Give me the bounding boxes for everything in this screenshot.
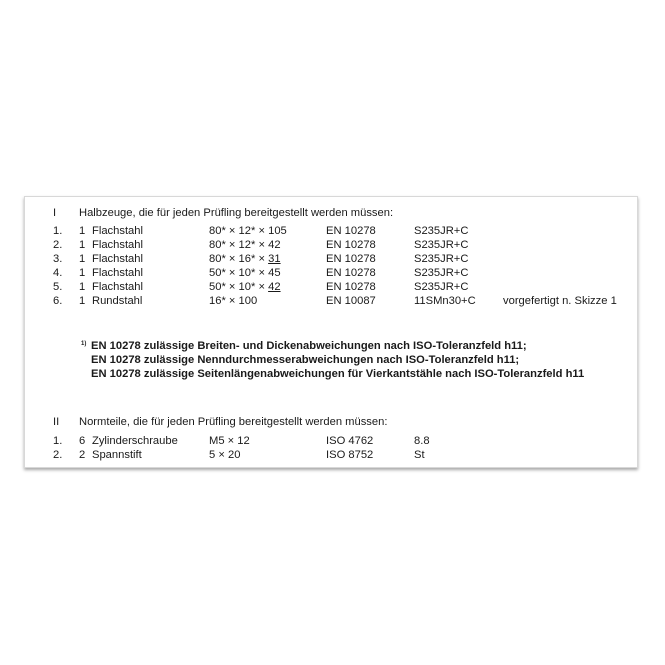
row-standard: ISO 8752 xyxy=(326,449,374,461)
row-quantity: 1 xyxy=(79,253,86,265)
row-number: 6. xyxy=(53,295,63,307)
row-material: S235JR+C xyxy=(414,239,469,251)
row-material: S235JR+C xyxy=(414,253,469,265)
row-name: Flachstahl xyxy=(92,239,143,251)
row-dimension: M5 × 12 xyxy=(209,435,250,447)
row-standard: EN 10278 xyxy=(326,239,376,251)
row-number: 1. xyxy=(53,225,63,237)
row-dimension: 5 × 20 xyxy=(209,449,241,461)
row-quantity: 1 xyxy=(79,281,86,293)
row-name: Flachstahl xyxy=(92,225,143,237)
row-dimension: 80* × 16* × 31 xyxy=(209,253,281,265)
row-number: 5. xyxy=(53,281,63,293)
row-material: S235JR+C xyxy=(414,225,469,237)
parts-list-card xyxy=(24,196,638,468)
row-material: 11SMn30+C xyxy=(414,295,476,307)
row-quantity: 1 xyxy=(79,225,86,237)
row-quantity: 6 xyxy=(79,435,86,447)
section1-numeral: I xyxy=(53,207,57,219)
row-material: 8.8 xyxy=(414,435,430,447)
footnote-line: EN 10278 zulässige Seitenlängenabweichungen für Vierkantstähle nach ISO-Toleranzfeld h11 xyxy=(91,368,585,380)
row-dimension: 50* × 10* × 42 xyxy=(209,281,281,293)
row-number: 2. xyxy=(53,239,63,251)
row-name: Flachstahl xyxy=(92,267,143,279)
row-quantity: 1 xyxy=(79,267,86,279)
row-dimension: 50* × 10* × 45 xyxy=(209,267,281,279)
row-name: Flachstahl xyxy=(92,253,143,265)
row-number: 1. xyxy=(53,435,63,447)
row-standard: EN 10278 xyxy=(326,281,376,293)
row-standard: EN 10278 xyxy=(326,225,376,237)
section1-heading: Halbzeuge, die für jeden Prüfling bereitgestellt werden müssen: xyxy=(79,207,394,219)
row-number: 2. xyxy=(53,449,63,461)
row-name: Zylinderschraube xyxy=(92,435,178,447)
row-standard: EN 10278 xyxy=(326,253,376,265)
row-dimension: 16* × 100 xyxy=(209,295,258,307)
row-quantity: 2 xyxy=(79,449,86,461)
row-material: St xyxy=(414,449,425,461)
footnote-marker: 1) xyxy=(81,341,87,347)
row-note: vorgefertigt n. Skizze 1 xyxy=(503,295,617,307)
row-dimension: 80* × 12* × 105 xyxy=(209,225,287,237)
row-material: S235JR+C xyxy=(414,267,469,279)
row-standard: EN 10278 xyxy=(326,267,376,279)
row-name: Spannstift xyxy=(92,449,142,461)
footnote-line: EN 10278 zulässige Breiten- und Dickenabweichungen nach ISO-Toleranzfeld h11; xyxy=(91,340,527,352)
row-standard: ISO 4762 xyxy=(326,435,374,447)
row-standard: EN 10087 xyxy=(326,295,376,307)
row-name: Flachstahl xyxy=(92,281,143,293)
footnote-line: EN 10278 zulässige Nenndurchmesserabweichungen nach ISO-Toleranzfeld h11; xyxy=(91,354,520,366)
row-name: Rundstahl xyxy=(92,295,143,307)
row-quantity: 1 xyxy=(79,295,86,307)
row-quantity: 1 xyxy=(79,239,86,251)
row-number: 3. xyxy=(53,253,63,265)
row-dimension: 80* × 12* × 42 xyxy=(209,239,281,251)
section2-heading: Normteile, die für jeden Prüfling bereitgestellt werden müssen: xyxy=(79,416,388,428)
section2-numeral: II xyxy=(53,416,60,428)
row-number: 4. xyxy=(53,267,63,279)
row-material: S235JR+C xyxy=(414,281,469,293)
